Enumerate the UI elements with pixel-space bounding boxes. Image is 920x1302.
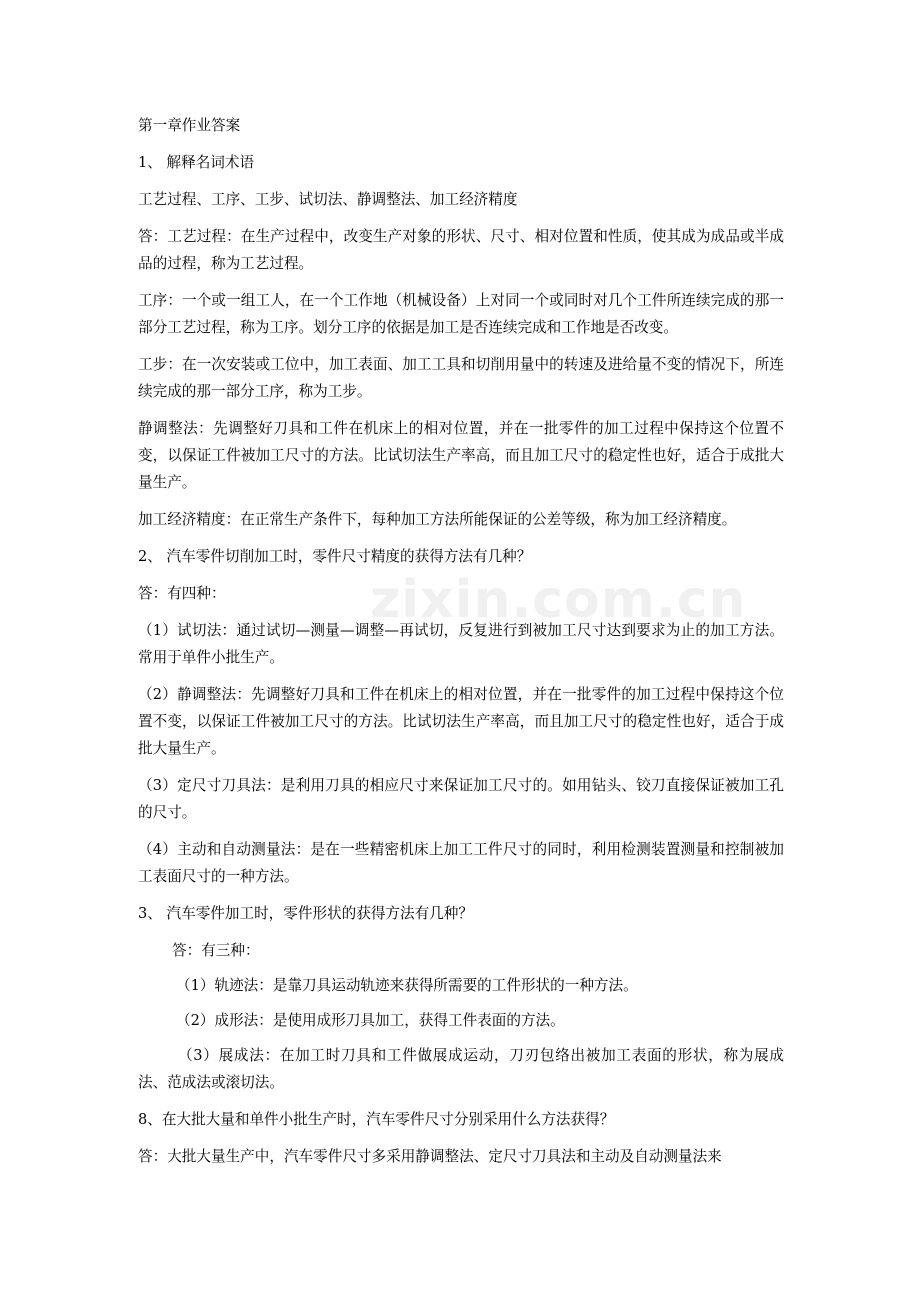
question-8-heading: 8、在大批大量和单件小批生产时，汽车零件尺寸分别采用什么方法获得？ — [138, 1111, 615, 1128]
answer-economic-precision: 加工经济精度：在正常生产条件下，每种加工方法所能保证的公差等级，称为加工经济精度。 — [138, 511, 737, 528]
question-2-heading: 2、 汽车零件切削加工时，零件尺寸精度的获得方法有几种？ — [138, 548, 532, 565]
question-3-answer-intro: 答：有三种： — [172, 942, 260, 959]
question-2-item: （2）静调整法：先调整好刀具和工件在机床上的相对位置，并在一批零件的加工过程中保持这个位置不变，以保证工件被加工尺寸的方法。比试切法生产率高，而且加工尺寸的稳定性也好，适合于成批大量生产。 — [138, 686, 784, 757]
document-body — [138, 112, 784, 1170]
question-2-item: （1）试切法：通过试切—测量—调整—再试切，反复进行到被加工尺寸达到要求为止的加工方法。常用于单件小批生产。 — [138, 622, 784, 666]
answer-step: 工步：在一次安装或工位中，加工表面、加工工具和切削用量中的转速及进给量不变的情况下，所连续完成的那一部分工序，称为工步。 — [138, 356, 784, 400]
question-3-item: （3）展成法：在加工时刀具和工件做展成运动，刀刃包络出被加工表面的形状，称为展成法、范成法或滚切法。 — [138, 1047, 784, 1091]
question-2-answer-intro: 答：有四种： — [138, 585, 226, 602]
question-8-answer: 答：大批大量生产中，汽车零件尺寸多采用静调整法、定尺寸刀具法和主动及自动测量法来 — [138, 1148, 722, 1165]
document-title: 第一章作业答案 — [138, 117, 241, 134]
question-2-item: （4）主动和自动测量法：是在一些精密机床上加工工件尺寸的同时，利用检测装置测量和控制被加工表面尺寸的一种方法。 — [138, 841, 784, 885]
question-2-item: （3）定尺寸刀具法：是利用刀具的相应尺寸来保证加工尺寸的。如用钻头、铰刀直接保证被加工孔的尺寸。 — [138, 777, 784, 821]
question-3-item: （1）轨迹法：是靠刀具运动轨迹来获得所需要的工件形状的一种方法。 — [176, 977, 638, 994]
question-3-heading: 3、 汽车零件加工时，零件形状的获得方法有几种？ — [138, 905, 473, 922]
answer-process: 答：工艺过程：在生产过程中，改变生产对象的形状、尺寸、相对位置和性质，使其成为成品或半成品的过程，称为工艺过程。 — [138, 228, 784, 272]
answer-operation: 工序：一个或一组工人，在一个工作地（机械设备）上对同一个或同时对几个工件所连续完成的那一部分工艺过程，称为工序。划分工序的依据是加工是否连续完成和工作地是否改变。 — [138, 292, 784, 336]
question-1-heading: 1、 解释名词术语 — [138, 154, 255, 171]
watermark-text: zixin.com.cn — [370, 570, 747, 630]
question-1-terms: 工艺过程、工序、工步、试切法、静调整法、加工经济精度 — [138, 191, 518, 208]
answer-static-adjust: 静调整法：先调整好刀具和工件在机床上的相对位置，并在一批零件的加工过程中保持这个位置不变，以保证工件被加工尺寸的方法。比试切法生产率高，而且加工尺寸的稳定性也好，适合于成批大量生产。 — [138, 420, 784, 491]
question-3-item: （2）成形法：是使用成形刀具加工，获得工件表面的方法。 — [176, 1012, 565, 1029]
